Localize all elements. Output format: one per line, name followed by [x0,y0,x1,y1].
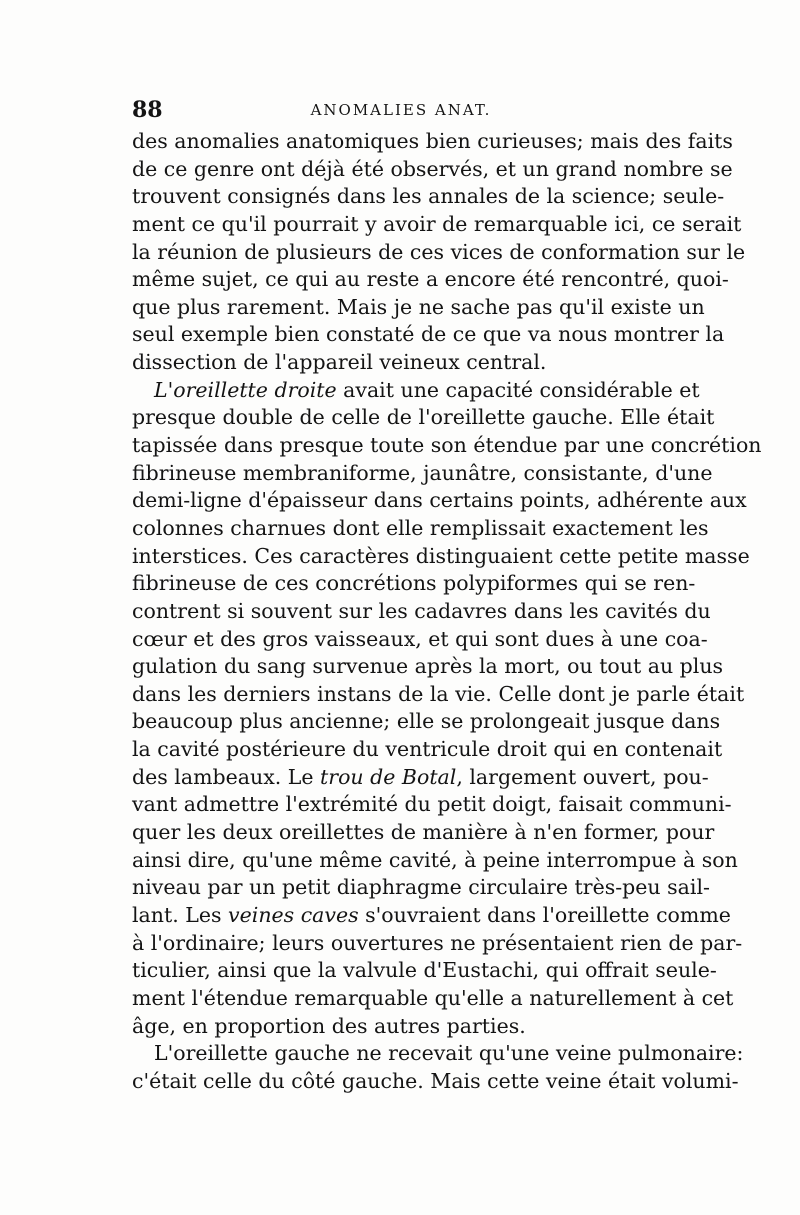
text-segment: ment ce qu'il pourrait y avoir de remarquable ici, ce serait [132,211,742,236]
text-segment: vant admettre l'extrémité du petit doigt, faisait communi- [132,792,732,817]
text-segment: trouvent consignés dans les annales de la science; seule- [132,184,725,209]
text-line [132,239,746,267]
text-line [132,487,747,515]
text-segment: fibrineuse de ces concrétions polypiformes qui se ren- [132,571,696,596]
text-line [132,349,670,377]
text-segment: , largement ouvert, pou- [456,764,709,789]
text-line [132,570,696,598]
text-line [132,819,715,847]
text-line [132,985,734,1013]
italic-term: veines caves [228,902,359,927]
text-line [132,957,717,985]
text-segment: de ce genre ont déjà été observés, et un grand nombre se [132,156,733,181]
text-segment: même sujet, ce qui au reste a encore été rencontré, quoi- [132,267,729,292]
text-segment: lant. Les [132,902,229,927]
text-segment: ainsi dire, qu'une même cavité, à peine interrompue à son [132,847,738,872]
text-segment: ment l'étendue remarquable qu'elle a naturellement à cet [132,985,734,1010]
text-line [132,681,745,709]
text-line [132,1068,739,1096]
text-segment: colonnes charnues dont elle remplissait exactement les [132,515,709,540]
text-segment: c'était celle du côté gauche. Mais cette veine était volumi- [132,1068,739,1093]
text-segment: des anomalies anatomiques bien curieuses; mais des faits [132,129,733,153]
text-segment: fibrineuse membraniforme, jaunâtre, consistante, d'une [132,460,713,485]
text-line [132,626,708,654]
text-segment: à l'ordinaire; leurs ouvertures ne présentaient rien de par- [132,930,743,955]
text-line [132,377,700,405]
text-segment: la cavité postérieure du ventricule droit qui en contenait [132,737,723,762]
text-segment: niveau par un petit diaphragme circulaire très-peu sail- [132,875,710,900]
text-segment: s'ouvraient dans l'oreillette comme [358,902,731,927]
text-segment: ticulier, ainsi que la valvule d'Eustachi, qui offrait seule- [132,958,717,983]
text-segment: cœur et des gros vaisseaux, et qui sont dues à une coa- [132,626,708,651]
text-line [132,598,711,626]
page-number: 88 [132,97,163,123]
text-line [132,404,715,432]
text-segment: tapissée dans presque toute son étendue par une concrétion [132,433,762,458]
text-line [132,874,710,902]
text-line [132,1013,670,1041]
text-segment: seul exemple bien constaté de ce que va nous montrer la [132,322,725,347]
text-segment: dans les derniers instans de la vie. Celle dont je parle était [132,681,745,706]
text-segment: L'oreillette gauche ne recevait qu'une veine pulmonaire: [154,1041,744,1066]
text-line [132,321,725,349]
text-line [132,183,725,211]
page-header [132,96,670,124]
text-line [132,930,743,958]
text-segment: gulation du sang survenue après la mort, ou tout au plus [132,654,724,679]
text-segment: beaucoup plus ancienne; elle se prolongeait jusque dans [132,709,721,734]
body-text [132,128,762,1093]
text-segment: demi-ligne d'épaisseur dans certains points, adhérente aux [132,488,747,513]
italic-term: L'oreillette droite [154,377,337,402]
text-line [132,736,723,764]
text-line [132,764,709,792]
text-segment: interstices. Ces caractères distinguaient cette petite masse [132,543,750,568]
text-line [132,211,742,239]
text-line [132,653,724,681]
text-segment: contrent si souvent sur les cadavres dans les cavités du [132,598,711,623]
text-line [132,128,733,156]
text-segment: quer les deux oreillettes de manière à n'en former, pour [132,820,715,845]
text-line [132,266,729,294]
text-segment: la réunion de plusieurs de ces vices de conformation sur le [132,239,746,264]
text-segment: presque double de celle de l'oreillette gauche. Elle était [132,405,715,430]
text-line [132,708,721,736]
running-title: ANOMALIES ANAT. [310,101,492,119]
text-segment: dissection de l'appareil veineux central. [132,350,547,375]
text-line [132,1040,744,1068]
text-line [132,460,713,488]
text-line [132,294,705,322]
text-segment: des lambeaux. Le [132,764,321,789]
text-line [132,543,750,571]
italic-term: trou de Botal [320,764,457,789]
text-line [132,156,733,184]
text-line [132,432,762,460]
text-segment: que plus rarement. Mais je ne sache pas qu'il existe un [132,294,705,319]
text-segment: avait une capacité considérable et [336,377,700,402]
text-line [132,791,732,819]
text-line [132,847,738,875]
text-segment: âge, en proportion des autres parties. [132,1013,526,1038]
text-line [132,515,709,543]
text-line [132,902,731,930]
